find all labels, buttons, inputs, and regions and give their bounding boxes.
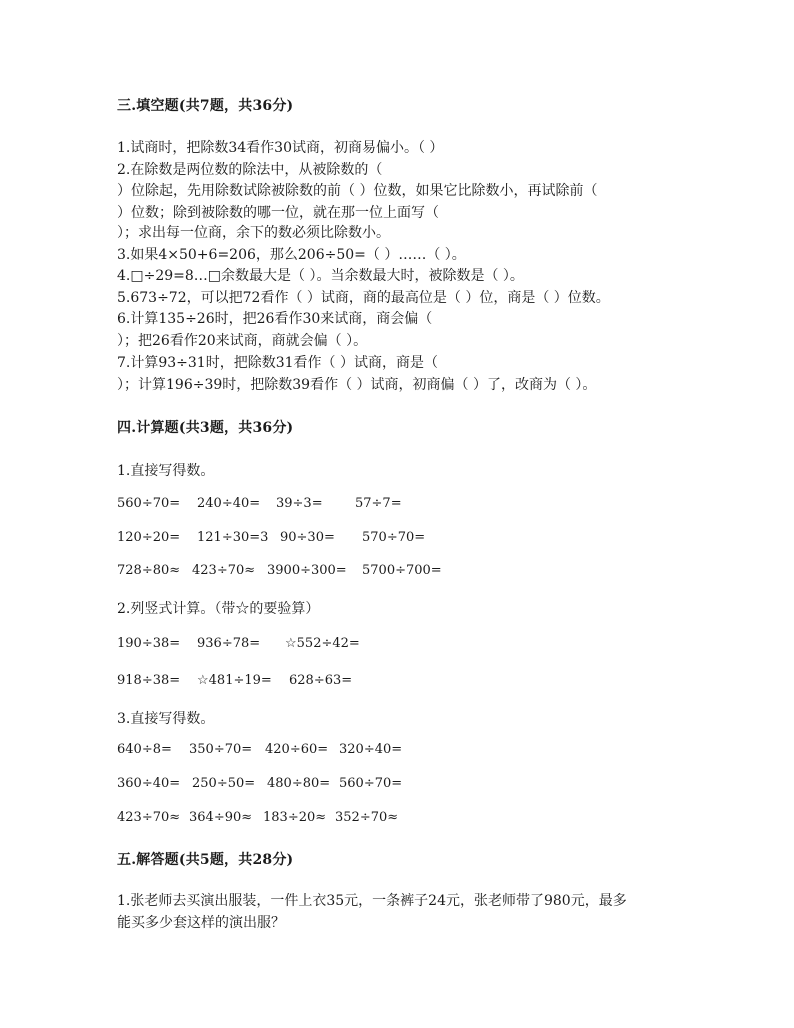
expr: 5700÷700=: [362, 563, 442, 578]
expr: 350÷70=: [189, 742, 253, 757]
section-4-heading: 四.计算题(共3题，共36分): [117, 420, 294, 436]
s3-line-6: 3.如果4×50+6=206，那么206÷50=（ ）……（ ）。: [117, 247, 466, 263]
s3-line-11: 7.计算93÷31时，把除数31看作（ ）试商，商是（: [117, 355, 438, 371]
expr: 39÷3=: [276, 496, 323, 511]
expr: ☆481÷19=: [197, 673, 272, 688]
expr: 250÷50=: [192, 776, 256, 791]
expr: 423÷70≈: [192, 563, 256, 578]
expr: 423÷70≈: [117, 810, 181, 825]
expr: 420÷60=: [265, 742, 329, 757]
expr: 728÷80≈: [117, 563, 181, 578]
expr: 3900÷300=: [267, 563, 347, 578]
expr: 628÷63=: [289, 673, 353, 688]
s3-line-12: ）；计算196÷39时，把除数39看作（ ）试商，初商偏（ ）了，改商为（ ）。: [117, 377, 597, 393]
s3-line-10: ）；把26看作20来试商，商就会偏（ ）。: [117, 333, 368, 349]
expr: 240÷40=: [197, 496, 261, 511]
section-5-heading: 五.解答题(共5题，共28分): [117, 852, 294, 868]
expr: ☆552÷42=: [285, 636, 360, 651]
expr: 560÷70=: [117, 496, 181, 511]
expr: 936÷78=: [197, 636, 261, 651]
s5-line-2: 能买多少套这样的演出服？: [117, 915, 285, 931]
s3-line-5: ）；求出每一位商，余下的数必须比除数小。: [117, 225, 390, 241]
expr: 57÷7=: [355, 496, 402, 511]
expr: 121÷30=3: [197, 530, 269, 545]
expr: 352÷70≈: [335, 810, 399, 825]
s3-line-1: 1.试商时，把除数34看作30试商，初商易偏小。（ ）: [117, 140, 444, 156]
s3-line-3: ）位除起，先用除数试除被除数的前（ ）位数，如果它比除数小，再试除前（: [117, 183, 598, 199]
s3-line-4: ）位数；除到被除数的哪一位，就在那一位上面写（: [117, 205, 439, 221]
expr: 120÷20=: [117, 530, 181, 545]
expr: 640÷8=: [117, 742, 172, 757]
expr: 918÷38=: [117, 673, 181, 688]
expr: 90÷30=: [280, 530, 335, 545]
s4-q2-title: 2.列竖式计算。（带☆的要验算）: [117, 601, 320, 617]
expr: 480÷80=: [267, 776, 331, 791]
s3-line-2: 2.在除数是两位数的除法中，从被除数的（: [117, 162, 383, 178]
expr: 364÷90≈: [189, 810, 253, 825]
s5-line-1: 1.张老师去买演出服装，一件上衣35元，一条裤子24元，张老师带了980元，最多: [117, 893, 627, 909]
s3-line-9: 6.计算135÷26时，把26看作30来试商，商会偏（: [117, 311, 433, 327]
section-3-heading: 三.填空题(共7题，共36分): [117, 98, 294, 114]
s4-q1-title: 1.直接写得数。: [117, 463, 215, 479]
expr: 560÷70=: [339, 776, 403, 791]
s3-line-7: 4.□÷29=8…□余数最大是（ ）。当余数最大时，被除数是（ ）。: [117, 268, 524, 284]
expr: 320÷40=: [339, 742, 403, 757]
expr: 190÷38=: [117, 636, 181, 651]
expr: 183÷20≈: [263, 810, 327, 825]
expr: 570÷70=: [362, 530, 426, 545]
expr: 360÷40=: [117, 776, 181, 791]
s4-q3-title: 3.直接写得数。: [117, 711, 215, 727]
s3-line-8: 5.673÷72，可以把72看作（ ）试商，商的最高位是（ ）位，商是（ ）位数。: [117, 290, 610, 306]
